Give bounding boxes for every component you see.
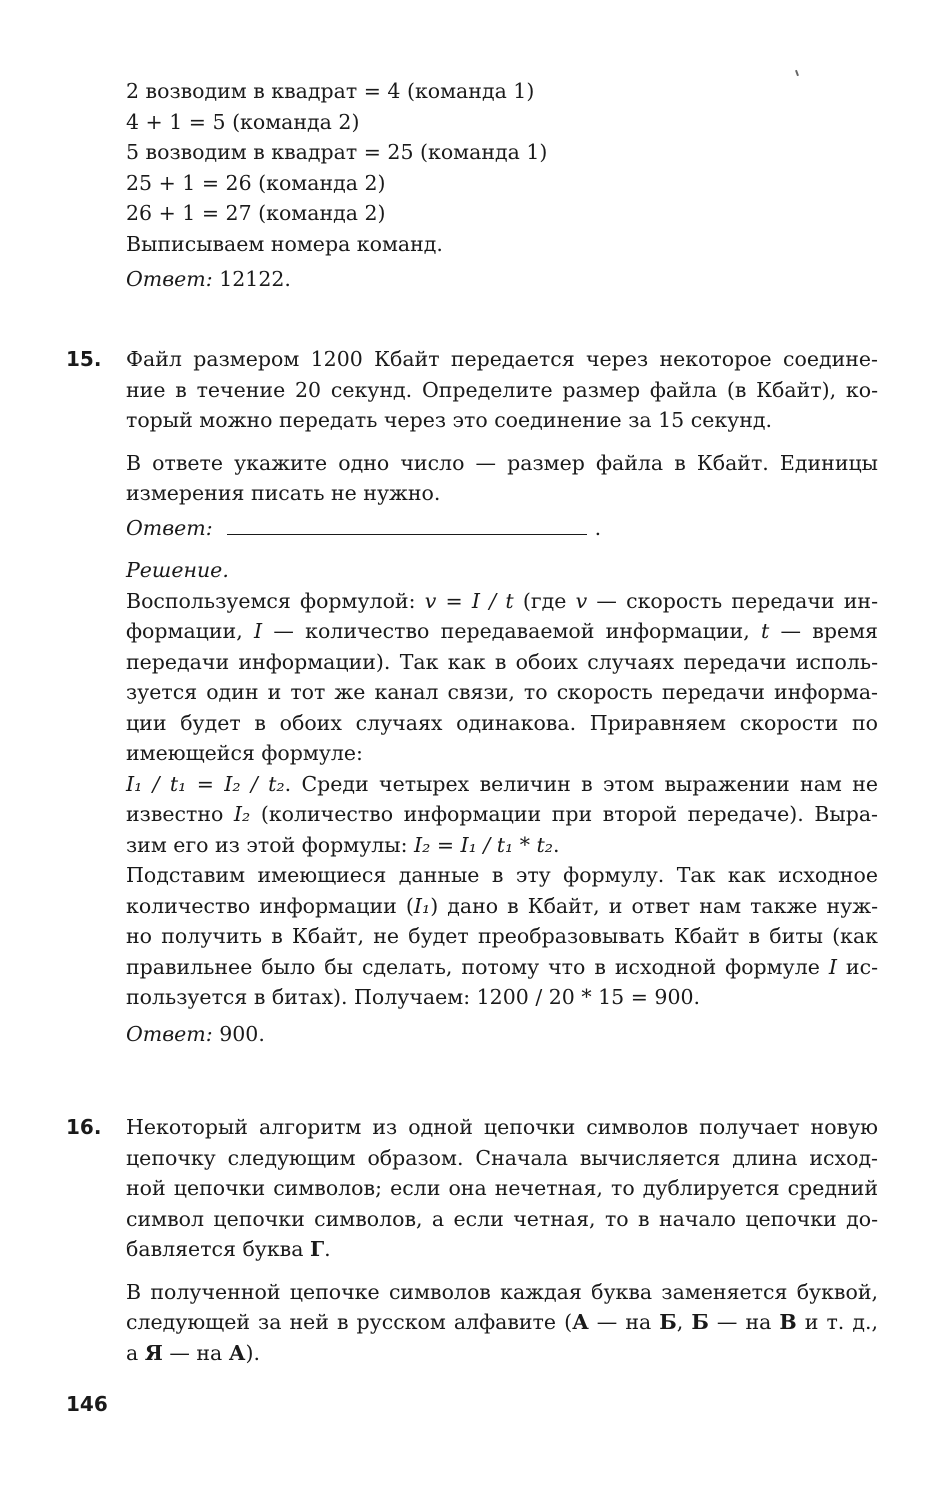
- statement-line: Файл размером 1200 Кбайт передается через некоторое соедине-: [126, 347, 878, 371]
- statement-line: символ цепочки символов, а если четная, то в начало цепочки до-: [126, 1206, 878, 1231]
- answer-label: Ответ:: [126, 267, 213, 291]
- solution-line: I₁ / t₁ = I₂ / t₂. Среди четырех величин в этом выражении нам не: [126, 771, 878, 796]
- statement-line: цепочку следующим образом. Сначала вычисляется длина исход-: [126, 1145, 878, 1170]
- answer-line: [126, 264, 878, 295]
- task-15: [126, 344, 878, 1049]
- answer-label: Ответ:: [126, 515, 213, 540]
- instruction-line: В ответе укажите одно число — размер файла в Кбайт. Единицы: [126, 450, 878, 475]
- text-line: 26 + 1 = 27 (команда 2): [126, 201, 386, 225]
- page-number: 146: [66, 1392, 108, 1416]
- answer-dot: .: [594, 515, 602, 540]
- paragraph-line: следующей за ней в русском алфавите (А — на Б, Б — на В и т. д.,: [126, 1310, 878, 1334]
- paragraph-line: а Я — на А).: [126, 1340, 260, 1365]
- solution-line: Воспользуемся формулой: v = I / t (где v — скорость передачи ин-: [126, 588, 879, 613]
- task-16: [126, 1112, 878, 1368]
- solution-line: зим его из этой формулы: I₂ = I₁ / t₁ * t₂.: [126, 832, 560, 857]
- solution-line: ции будет в обоих случаях одинакова. Приравняем скорости по: [126, 710, 878, 735]
- text-line: 25 + 1 = 26 (команда 2): [126, 170, 386, 195]
- previous-solution: [126, 76, 878, 295]
- instruction-line: измерения писать не нужно.: [126, 481, 441, 505]
- statement-line: Некоторый алгоритм из одной цепочки символов получает новую: [126, 1115, 878, 1139]
- answer-blank[interactable]: [227, 516, 587, 535]
- solution-line: количество информации (I₁) дано в Кбайт, и ответ нам также нуж-: [126, 893, 878, 918]
- solution-line: известно I₂ (количество информации при второй передаче). Выра-: [126, 802, 878, 826]
- task-number-15: 15.: [66, 347, 102, 371]
- solution-line: формации, I — количество передаваемой информации, t — время: [126, 619, 878, 643]
- text-line: Выписываем номера команд.: [126, 231, 443, 256]
- statement-line: ной цепочки символов; если она нечетная, то дублируется средний: [126, 1176, 878, 1200]
- text-line: 2 возводим в квадрат = 4 (команда 1): [126, 79, 535, 103]
- solution-heading: Решение.: [126, 558, 229, 582]
- paragraph-line: В полученной цепочке символов каждая буква заменяется буквой,: [126, 1279, 878, 1304]
- solution-line: зуется один и тот же канал связи, то скорость передачи информа-: [126, 680, 878, 704]
- solution-line: пользуется в битах). Получаем: 1200 / 20 * 15 = 900.: [126, 985, 701, 1009]
- solution-line: имеющейся формуле:: [126, 741, 363, 765]
- statement-line: торый можно передать через это соединение за 15 секунд.: [126, 408, 773, 432]
- statement-line: ние в течение 20 секунд. Определите размер файла (в Кбайт), ко-: [126, 377, 878, 402]
- solution-line: но получить в Кбайт, не будет преобразовывать Кбайт в биты (как: [126, 924, 878, 948]
- task-number-16: 16.: [66, 1115, 102, 1139]
- solution-line: передачи информации). Так как в обоих случаях передачи исполь-: [126, 649, 878, 674]
- answer-label: Ответ:: [126, 1021, 213, 1046]
- final-answer: [126, 1019, 878, 1050]
- answer-value: 12122.: [219, 267, 291, 291]
- statement-line: бавляется буква Г.: [126, 1237, 331, 1261]
- text-line: 5 возводим в квадрат = 25 (команда 1): [126, 140, 548, 164]
- solution-line: Подставим имеющиеся данные в эту формулу. Так как исходное: [126, 863, 878, 887]
- answer-field-row: [126, 513, 878, 544]
- solution-line: правильнее было бы сделать, потому что в исходной формуле I ис-: [126, 954, 878, 979]
- text-line: 4 + 1 = 5 (команда 2): [126, 109, 360, 134]
- answer-value: 900.: [219, 1021, 265, 1046]
